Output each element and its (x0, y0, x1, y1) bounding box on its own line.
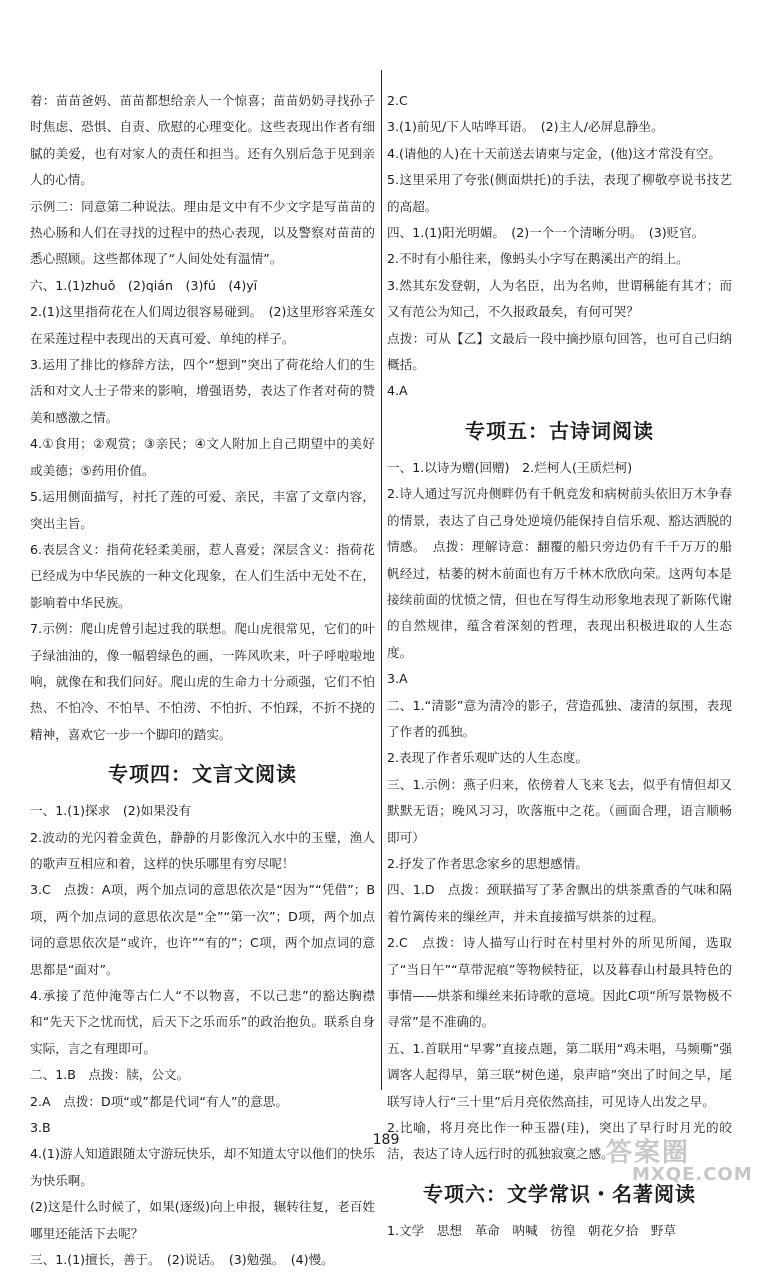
answer-paragraph: 4.(1)游人知道跟随太守游玩快乐，却不知道太守以他们的快乐为快乐啊。 (30, 1146, 375, 1188)
answer-paragraph: 2.抒发了作者思念家乡的思想感情。 (387, 855, 588, 871)
section-heading: 专项四：文言文阅读 (108, 762, 297, 787)
answer-paragraph: 四、1.(1)阳光明媚。 (2)一个一个清晰分明。 (3)贬官。 (387, 225, 705, 241)
answer-paragraph: 5.这里采用了夸张(侧面烘托)的手法，表现了柳敬亭说书技艺的高超。 (387, 172, 732, 214)
answer-paragraph: 7.示例：爬山虎曾引起过我的联想。爬山虎很常见，它们的叶子绿油油的，像一幅碧绿色的画，一阵风吹来，叶子呼啦啦地响，就像在和我们问好。爬山虎的生命力十分顽强，它们不怕热、不怕冷、不怕旱、不怕涝、不怕折、不怕踩，不折不挠的精神，喜欢它一步一个脚印的踏实。 (30, 621, 375, 742)
left-column (30, 88, 375, 1273)
answer-paragraph: 二、1.B 点拨：牍，公文。 (30, 1067, 190, 1083)
answer-paragraph: 3.B (30, 1120, 51, 1136)
answer-paragraph: 3.(1)前见/下人咕哗耳语。 (2)主人/必屏息静坐。 (387, 119, 664, 135)
answer-paragraph: 2.A 点拨：D项“或”都是代词“有人”的意思。 (30, 1093, 288, 1109)
answer-paragraph: 五、1.首联用“早雾”直接点题，第二联用“鸡未唱，马频嘶”强调客人起得早，第三联“树色递，泉声暗”突出了时间之早，尾联写诗人行“三十里”后月亮依然高挂，可见诗人出发之早。 (387, 1040, 732, 1109)
watermark-logo (602, 1130, 762, 1190)
answer-paragraph: 2.(1)这里指荷花在人们周边很容易碰到。 (2)这里形容采莲女在采莲过程中表现出的天真可爱、单纯的样子。 (30, 304, 375, 346)
watermark-url: MXQE.COM (632, 1164, 753, 1185)
answer-paragraph: 4.承接了范仲淹等古仁人“不以物喜，不以己悲”的豁达胸襟和“先天下之忧而忧，后天下之乐而乐”的政治抱负。联系自身实际，言之有理即可。 (30, 988, 375, 1056)
answer-paragraph: 四、1.D 点拨：颈联描写了茅舍飘出的烘茶熏香的气味和隔着竹篱传来的缫丝声，并未直接描写烘茶的过程。 (387, 882, 732, 924)
answer-paragraph: 2.诗人通过写沉舟侧畔仍有千帆竞发和病树前头依旧万木争春的情景，表达了自己身处逆境仍能保持自信乐观、豁达洒脱的情感。 点拨：理解诗意：翻覆的船只旁边仍有千千万万的船帆经过，枯萎的树木前面也有万千林木欣欣向荣。这两句本是接续前面的忧愤之情，但也在写得生动形象地表现了新陈代谢的自然规律，蕴含着深刻的哲理，表现出积极进取的人生态度。 (387, 486, 732, 660)
answer-paragraph: 示例二：同意第二种说法。理由是文中有不少文字是写苗苗的热心肠和人们在寻找的过程中的热心表现，以及警察对苗苗的悉心照顾。这些都体现了“人间处处有温情”。 (30, 198, 375, 267)
answer-paragraph: 三、1.(1)擅长，善于。 (2)说话。 (3)勉强。 (4)慢。 (30, 1252, 334, 1268)
answer-paragraph: 3.运用了排比的修辞方法，四个“想到”突出了荷花给人们的生活和对文人士子带来的影响，增强语势，表达了作者对荷的赞美和感激之情。 (30, 357, 375, 425)
answer-paragraph: 3.A (387, 671, 408, 687)
answer-paragraph: 二、1.“清影”意为清冷的影子，营造孤独、凄清的氛围，表现了作者的孤独。 (387, 697, 732, 739)
answer-paragraph: 3.然其东发登朝，人为名臣，出为名帅，世谓稱能有其才；而又有范公为知己，不久报政最矣，有何可哭？ (387, 277, 732, 320)
answer-paragraph: 6.表层含义：指荷花轻柔美丽，惹人喜爱；深层含义：指荷花已经成为中华民族的一种文化现象，在人们生活中无处不在，影响着中华民族。 (30, 541, 375, 610)
answer-paragraph: 2.不时有小船往来，像蚂头小字写在鹅溪出产的绢上。 (387, 251, 689, 267)
answer-paragraph: 2.比喻，将月亮比作一种玉器(珪)，突出了早行时月光的皎洁，表达了诗人远行时的孤独寂寞之感。 (387, 1120, 732, 1162)
answer-paragraph: (2)这是什么时候了，如果(逐级)向上申报，辗转往复，老百姓哪里还能活下去呢？ (30, 1199, 375, 1241)
answer-paragraph: 1.文学 思想 革命 呐喊 彷徨 朝花夕拾 野草 (387, 1222, 677, 1238)
answer-paragraph: 2.波动的光闪着金黄色，静静的月影像沉入水中的玉璧，渔人的歌声互相应和着，这样的快乐哪里有穷尽呢！ (30, 829, 375, 871)
answer-paragraph: 点拨：可从【乙】文最后一段中摘抄原句回答，也可自己归纳概括。 (387, 330, 732, 373)
column-divider (381, 70, 382, 1090)
section-heading: 专项五：古诗词阅读 (465, 418, 654, 443)
answer-paragraph: 一、1.(1)探求 (2)如果没有 (30, 803, 192, 819)
section-heading: 专项六：文学常识・名著阅读 (423, 1181, 696, 1206)
answer-paragraph: 着：苗苗爸妈、苗苗都想给亲人一个惊喜；苗苗奶奶寻找孙子时焦虑、恐惧、自责、欣慰的心理变化。这些表现出作者有细腻的美爱，也有对家人的责任和担当。还有久别后急于见到亲人的心情。 (30, 93, 375, 188)
answer-paragraph: 3.C 点拨：A项，两个加点词的意思依次是“因为”“凭借”；B项，两个加点词的意思依次是“全”“第一次”；D项，两个加点词的意思依次是“或许，也许”“有的”；C项，两个加点词的意思都是“面对”。 (30, 882, 375, 977)
answer-paragraph: 4.(请他的人)在十天前送去请柬与定金，(他)这才常没有空。 (387, 145, 721, 161)
answer-paragraph: 4.A (387, 383, 408, 399)
page-number: 189 (372, 1132, 400, 1148)
answer-paragraph: 2.C 点拨：诗人描写山行时在村里村外的所见所闻，选取了“当日午”“草带泥痕”等物候特征，以及暮春山村最具特色的事情——烘茶和缫丝来拓诗歌的意境。因此C项“所写景物极不寻常”是不准确的。 (387, 935, 732, 1030)
answer-paragraph: 4.①食用；②观赏；③亲民；④文人附加上自己期望中的美好或美德；⑤药用价值。 (30, 436, 375, 478)
answer-paragraph: 六、1.(1)zhuǒ (2)qián (3)fú (4)yī (30, 277, 258, 293)
right-column (387, 88, 732, 1244)
answer-paragraph: 三、1.示例：燕子归来，依傍着人飞来飞去，似乎有情但却又默默无语；晚风习习，吹落瓶中之花。（画面合理，语言顺畅即可） (387, 776, 732, 845)
answer-paragraph: 5.运用侧面描写，衬托了莲的可爱、亲民，丰富了文章内容，突出主旨。 (30, 489, 375, 531)
answer-paragraph: 2.C (387, 93, 408, 108)
watermark-text: 答案圈 (606, 1138, 691, 1168)
answer-paragraph: 2.表现了作者乐观旷达的人生态度。 (387, 750, 588, 766)
answer-paragraph: 一、1.以诗为赠(回赠) 2.烂柯人(王质烂柯) (387, 459, 633, 475)
